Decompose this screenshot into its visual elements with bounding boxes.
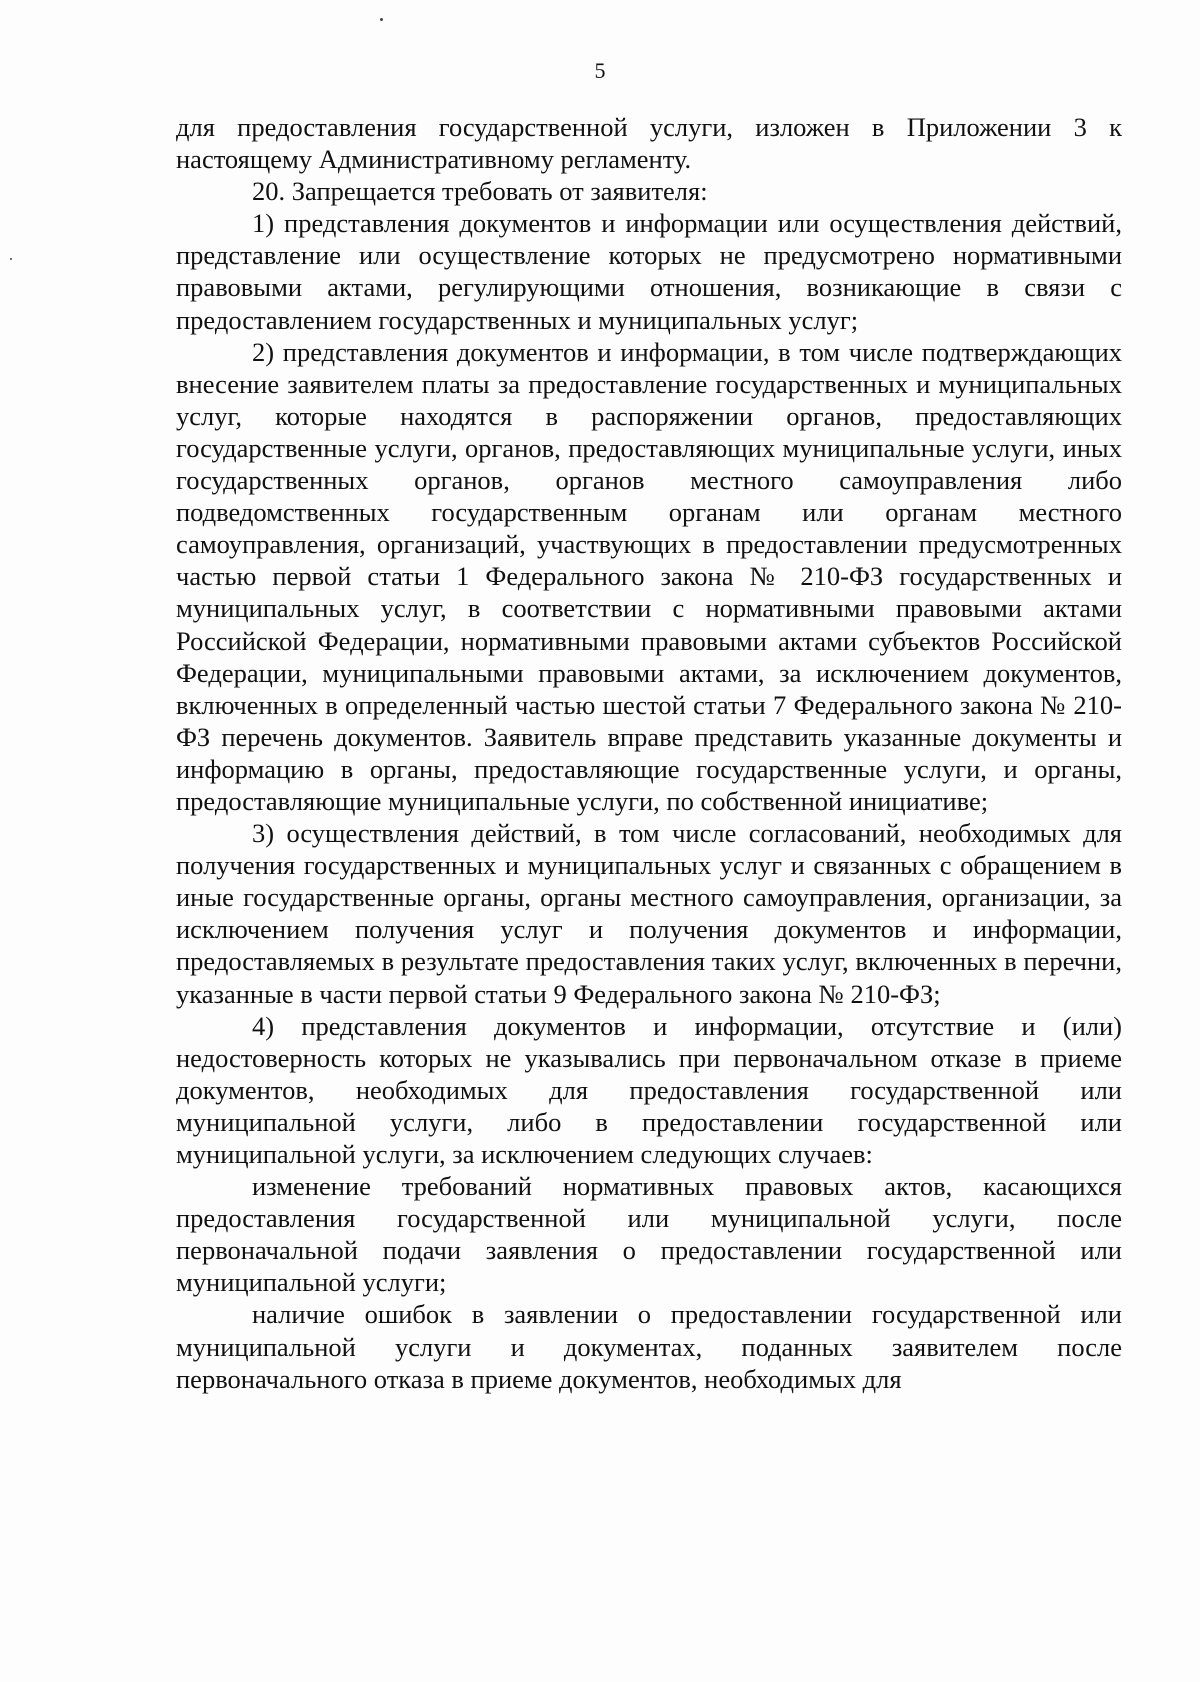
paragraph-exception-1: изменение требований нормативных правовых актов, касающихся предоставления государственной или муниципальной услуги, после первоначальной подачи заявления о предоставлении государственной или муниципальной услуги; [176,1171,1122,1298]
paragraph-item-20: 20. Запрещается требовать от заявителя: [252,176,708,207]
paragraph-exception-2: наличие ошибок в заявлении о предоставлении государственной или муниципальной услуги и документах, поданных заявителем после первоначального отказа в приеме документов, необходимых для [176,1299,1122,1394]
paragraph-continuation: для предоставления государственной услуги, изложен в Приложении 3 к настоящему Административному регламенту. [176,112,1122,175]
scan-speck [10,258,12,260]
body-text [176,111,1122,1395]
page-number: 5 [594,58,606,83]
paragraph-subitem-1: 1) представления документов и информации или осуществления действий, представление или осуществление которых не предусмотрено нормативными правовыми актами, регулирующими отношения, возникающие в связи с предоставлением государственных и муниципальных услуг; [176,208,1122,335]
paragraph-subitem-3: 3) осуществления действий, в том числе согласований, необходимых для получения государственных и муниципальных услуг и связанных с обращением в иные государственные органы, органы местного самоуправления, организации, за исключением получения услуг и получения документов и информации, предоставляемых в результате предоставления таких услуг, включенных в перечни, указанные в части первой статьи 9 Федерального закона № 210-ФЗ; [176,818,1122,1009]
paragraph-subitem-2: 2) представления документов и информации, в том числе подтверждающих внесение заявителем платы за предоставление государственных и муниципальных услуг, которые находятся в распоряжении органов, предоставляющих государственные услуги, органов, предоставляющих муниципальные услуги, иных государственных органов, органов местного самоуправления либо подведомственных государственным органам или органам местного самоуправления, организаций, участвующих в предоставлении предусмотренных частью первой статьи 1 Федерального закона № 210-ФЗ государственных и муниципальных услуг, в соответствии с нормативными правовыми актами Российской Федерации, нормативными правовыми актами субъектов Российской Федерации, муниципальными правовыми актами, за исключением документов, включенных в определенный частью шестой статьи 7 Федерального закона № 210-ФЗ перечень документов. Заявитель вправе представить указанные документы и информацию в органы, предоставляющие государственные услуги, и органы, предоставляющие муниципальные услуги, по собственной инициативе; [176,336,1122,816]
paragraph-subitem-4: 4) представления документов и информации, отсутствие и (или) недостоверность которых не указывались при первоначальном отказе в приеме документов, необходимых для предоставления государственной или муниципальной услуги, либо в предоставлении государственной или муниципальной услуги, за исключением следующих случаев: [176,1010,1122,1169]
scan-speck [380,18,383,21]
